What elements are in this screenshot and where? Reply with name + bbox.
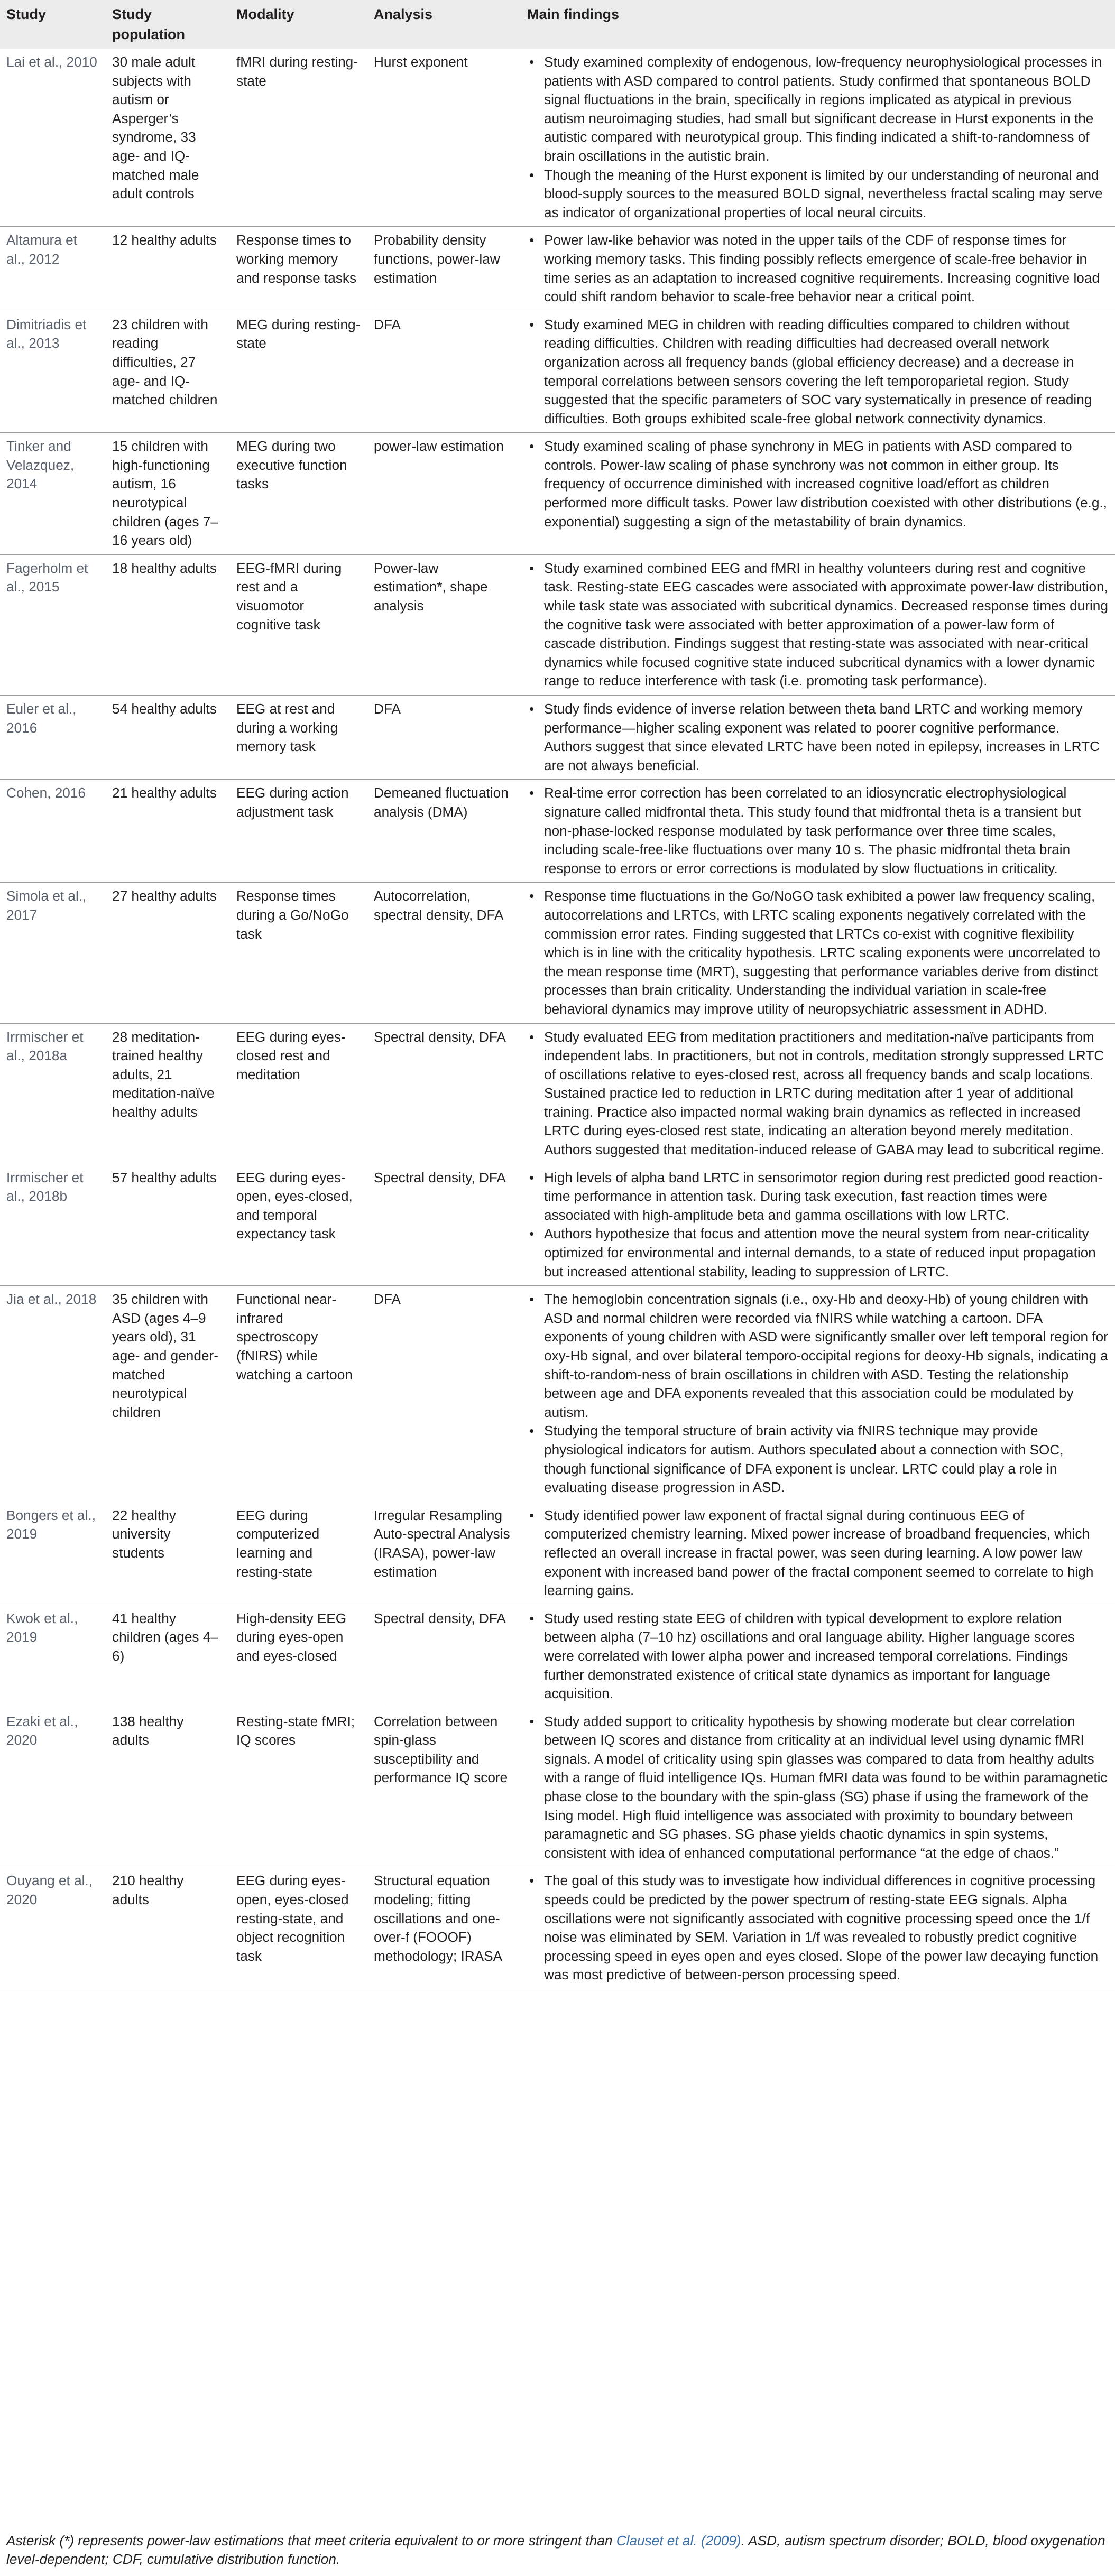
findings-list bbox=[527, 437, 1109, 531]
finding-bullet: • Study used resting state EEG of children with typical development to explore relation between alpha (7–10 hz) oscillations and oral language ability. Higher language scores were correlated with lower alpha power and increased temporal correlations. Findings further demonstrated existence of critical state dynamics as important for language acquisition. bbox=[544, 1609, 1109, 1703]
study-cell: Euler et al., 2016 bbox=[0, 696, 106, 780]
analysis-cell: Hurst exponent bbox=[374, 54, 468, 70]
study-cell: Ouyang et al., 2020 bbox=[0, 1867, 106, 1989]
population-cell: 23 children with reading difficulties, 27 age- and IQ-matched children bbox=[106, 311, 230, 433]
findings-cell bbox=[521, 433, 1115, 555]
finding-bullet: • Study examined combined EEG and fMRI in healthy volunteers during rest and cognitive task. Resting-state EEG cascades were associated with approximate power-law distribution, while task state was associated with subcritical dynamics. Decreased response times during the cognitive task were associated with better approximation of a power-law form of cascade distribution. Findings suggest that resting-state was associated with near-critical dynamics while focused cognitive state induced subcritical dynamics with a lower dynamic range to reduce interference with task (i.e. promoting task performance). bbox=[544, 559, 1109, 691]
population-cell: 18 healthy adults bbox=[106, 554, 230, 695]
findings-list bbox=[527, 231, 1109, 306]
findings-list bbox=[527, 1871, 1109, 1985]
study-cell: Cohen, 2016 bbox=[0, 780, 106, 883]
findings-list bbox=[527, 53, 1109, 222]
findings-list bbox=[527, 1169, 1109, 1282]
findings-cell bbox=[521, 883, 1115, 1023]
findings-list bbox=[527, 784, 1109, 878]
study-cell: Kwok et al., 2019 bbox=[0, 1605, 106, 1708]
population-cell: 21 healthy adults bbox=[106, 780, 230, 883]
header-modality: Modality bbox=[230, 0, 367, 49]
population-cell: 138 healthy adults bbox=[106, 1708, 230, 1867]
modality-cell: EEG-fMRI during rest and a visuomotor cognitive task bbox=[230, 554, 367, 695]
analysis-cell: Correlation between spin-glass susceptibility and performance IQ score bbox=[367, 1708, 521, 1867]
citation-link[interactable]: Clauset et al. (2009) bbox=[616, 2533, 741, 2549]
study-cell: Irrmischer et al., 2018a bbox=[0, 1023, 106, 1164]
modality-cell: fMRI during resting-state bbox=[236, 54, 358, 89]
finding-bullet: • Study evaluated EEG from meditation practitioners and meditation-naïve participants from independent labs. In practitioners, but not in controls, meditation strongly suppressed LRTC of oscillations relative to eyes-closed rest, across all frequency bands and scalp locations. Sustained practice led to reduction in LRTC during meditation after 1 year of additional training. Practice also impacted normal waking brain dynamics as reflected in increased LRTC during eyes-closed rest state, indicating an alteration beyond merely meditation. Authors suggested that meditation-induced release of GABA may lead to subcritical regime. bbox=[544, 1028, 1109, 1160]
finding-bullet: • Power law-like behavior was noted in the upper tails of the CDF of response times for working memory tasks. This finding possibly reflects emergence of scale-free behavior in time series as an adaptation to increased cognitive requirements. Increasing cognitive load could shift random behavior to scale-free behavior near a critical point. bbox=[544, 231, 1109, 306]
header-population: Study population bbox=[106, 0, 230, 49]
findings-cell bbox=[521, 1867, 1115, 1989]
finding-bullet: • Study examined MEG in children with reading difficulties compared to children without reading difficulties. Children with reading difficulties had decreased overall network organization across all frequency bands (global efficiency decrease) and a decrease in temporal correlations between sensors covering the left temporoparietal region. Study suggested that the specific parameters of SOC vary systematically in presence of reading difficulties. Both groups exhibited scale-free global network connectivity dynamics. bbox=[544, 316, 1109, 429]
finding-bullet: • Study examined scaling of phase synchrony in MEG in patients with ASD compared to controls. Power-law scaling of phase synchrony was not common in either group. Its frequency of occurrence diminished with increased cognitive load/effort as children performed more difficult tasks. Power law distribution coexisted with other distributions (e.g., exponential) suggesting a sign of the metastability of brain dynamics. bbox=[544, 437, 1109, 531]
analysis-cell: DFA bbox=[367, 1286, 521, 1502]
modality-cell: EEG during eyes-open, eyes-closed, and temporal expectancy task bbox=[230, 1164, 367, 1286]
modality-cell: EEG at rest and during a working memory task bbox=[230, 696, 367, 780]
header-findings: Main findings bbox=[521, 0, 1115, 49]
modality-cell: EEG during eyes-closed rest and meditation bbox=[230, 1023, 367, 1164]
finding-bullet: • Study finds evidence of inverse relation between theta band LRTC and working memory performance—higher scaling exponent was related to poorer cognitive performance. Authors suggest that since elevated LRTC have been noted in epilepsy, increases in LRTC are not always beneficial. bbox=[544, 700, 1109, 775]
modality-cell: EEG during computerized learning and resting-state bbox=[230, 1502, 367, 1605]
table-row bbox=[0, 883, 1115, 1023]
table-body bbox=[0, 49, 1115, 1989]
findings-cell bbox=[521, 311, 1115, 433]
finding-bullet: • High levels of alpha band LRTC in sensorimotor region during rest predicted good reaction-time performance in attention task. During task execution, fast reaction times were associated with high-amplitude beta and gamma oscillations with low LRTC. bbox=[544, 1169, 1109, 1225]
analysis-cell: Irregular Resampling Auto-spectral Analysis (IRASA), power-law estimation bbox=[367, 1502, 521, 1605]
modality-cell: Response times during a Go/NoGo task bbox=[230, 883, 367, 1023]
finding-bullet: • Though the meaning of the Hurst exponent is limited by our understanding of neuronal and blood-supply sources to the measured BOLD signal, nevertheless fractal scaling may serve as indicator of organizational properties of local neural circuits. bbox=[544, 166, 1109, 223]
population-cell: 22 healthy university students bbox=[106, 1502, 230, 1605]
modality-cell: Functional near-infrared spectroscopy (fNIRS) while watching a cartoon bbox=[230, 1286, 367, 1502]
population-cell: 30 male adult subjects with autism or Asperger’s syndrome, 33 age- and IQ-matched male adult controls bbox=[112, 54, 199, 202]
analysis-cell: power-law estimation bbox=[367, 433, 521, 555]
analysis-cell: Autocorrelation, spectral density, DFA bbox=[367, 883, 521, 1023]
study-cell: Altamura et al., 2012 bbox=[0, 227, 106, 311]
modality-cell: Resting-state fMRI; IQ scores bbox=[230, 1708, 367, 1867]
table-row bbox=[0, 311, 1115, 433]
findings-cell bbox=[521, 1502, 1115, 1605]
findings-list bbox=[527, 1609, 1109, 1703]
modality-cell: EEG during eyes-open, eyes-closed resting-state, and object recognition task bbox=[230, 1867, 367, 1989]
finding-bullet: • The hemoglobin concentration signals (i.e., oxy-Hb and deoxy-Hb) of young children with ASD and normal children were recorded via fNIRS while watching a cartoon. DFA exponents of young children with ASD were significantly smaller over left temporal region for oxy-Hb signal, and over bilateral temporo-occipital regions for deoxy-Hb signals, indicating a shift-to-random-ness of brain oscillations in children with ASD. Testing the relationship between age and DFA exponents revealed that this association could be modulated by autism. bbox=[544, 1290, 1109, 1422]
modality-cell: MEG during resting-state bbox=[230, 311, 367, 433]
findings-list bbox=[527, 700, 1109, 775]
findings-list bbox=[527, 1028, 1109, 1160]
finding-bullet: • Real-time error correction has been correlated to an idiosyncratic electrophysiological signature called midfrontal theta. This study found that midfrontal theta is a transient but non-phase-locked response modulated by task performance over three time scales, including scale-free-like fluctuations over many 10 s. The phasic midfrontal theta brain response to errors or error corrections is modulated by slow fluctuations in criticality. bbox=[544, 784, 1109, 878]
population-cell: 27 healthy adults bbox=[106, 883, 230, 1023]
analysis-cell: Structural equation modeling; fitting oscillations and one-over-f (FOOOF) methodology; IRASA bbox=[367, 1867, 521, 1989]
findings-cell bbox=[521, 1164, 1115, 1286]
analysis-cell: Demeaned fluctuation analysis (DMA) bbox=[367, 780, 521, 883]
findings-cell bbox=[521, 227, 1115, 311]
findings-list bbox=[527, 559, 1109, 691]
footnote-text-end: . ASD, autism spectrum disorder; BOLD, blood oxygenation level-dependent; CDF, cumulative distribution function. bbox=[6, 2533, 1105, 2567]
study-cell: Tinker and Velazquez, 2014 bbox=[0, 433, 106, 555]
table-row bbox=[0, 1708, 1115, 1867]
table-row bbox=[0, 433, 1115, 555]
table-row bbox=[0, 1605, 1115, 1708]
footnote-text-start: Asterisk (*) represents power-law estimations that meet criteria equivalent to or more stringent than bbox=[6, 2533, 616, 2549]
population-cell: 15 children with high-functioning autism, 16 neurotypical children (ages 7–16 years old) bbox=[106, 433, 230, 555]
table-row bbox=[0, 554, 1115, 695]
study-cell: Fagerholm et al., 2015 bbox=[0, 554, 106, 695]
analysis-cell: Spectral density, DFA bbox=[367, 1605, 521, 1708]
table-header-row bbox=[0, 0, 1115, 49]
modality-cell: High-density EEG during eyes-open and eyes-closed bbox=[230, 1605, 367, 1708]
findings-cell bbox=[521, 1605, 1115, 1708]
population-cell: 210 healthy adults bbox=[106, 1867, 230, 1989]
findings-list bbox=[527, 1712, 1109, 1863]
analysis-cell: Spectral density, DFA bbox=[367, 1164, 521, 1286]
modality-cell: EEG during action adjustment task bbox=[230, 780, 367, 883]
analysis-cell: Spectral density, DFA bbox=[367, 1023, 521, 1164]
findings-cell bbox=[521, 1286, 1115, 1502]
analysis-cell: Probability density functions, power-law estimation bbox=[367, 227, 521, 311]
finding-bullet: • Study examined complexity of endogenous, low-frequency neurophysiological processes in patients with ASD compared to control patients. Study confirmed that spontaneous BOLD signal fluctuations in the brain, specifically in regions implicated as atypical in previous autism neuroimaging studies, had small but significant decrease in Hurst exponents in the autistic compared with neurotypical group. This finding indicated a shift-to-randomness of brain oscillations in the autistic brain. bbox=[544, 53, 1109, 166]
table-row bbox=[0, 1867, 1115, 1989]
table-row bbox=[0, 1502, 1115, 1605]
finding-bullet: • Study identified power law exponent of fractal signal during continuous EEG of computerized chemistry learning. Mixed power increase of broadband frequencies, which reflected an overall increase in fractal power, was seen during learning. A low power law exponent with increased band power of the fractal component seemed to correlate to high learning gains. bbox=[544, 1506, 1109, 1600]
modality-cell: MEG during two executive function tasks bbox=[230, 433, 367, 555]
analysis-cell: DFA bbox=[367, 696, 521, 780]
finding-bullet: • Authors hypothesize that focus and attention move the neural system from near-criticality optimized for environmental and internal demands, to a state of reduced input propagation but increased attentional stability, leading to suppression of LRTC. bbox=[544, 1225, 1109, 1281]
population-cell: 12 healthy adults bbox=[106, 227, 230, 311]
population-cell: 41 healthy children (ages 4–6) bbox=[106, 1605, 230, 1708]
study-cell: Irrmischer et al., 2018b bbox=[0, 1164, 106, 1286]
table-footnote bbox=[6, 2532, 1109, 2569]
study-cell: Bongers et al., 2019 bbox=[0, 1502, 106, 1605]
finding-bullet: • Study added support to criticality hypothesis by showing moderate but clear correlation between IQ scores and distance from criticality at an individual level using dynamic fMRI signals. A model of criticality using spin glasses was compared to data from healthy adults with a range of fluid intelligence IQs. Human fMRI data was found to be within paramagnetic phase close to the boundary with the spin-glass (SG) phase if using the framework of the Ising model. High fluid intelligence was associated with proximity to boundary between paramagnetic and SG phases. SG phase yields chaotic dynamics in spin systems, consistent with idea of enhanced computational performance “at the edge of chaos.” bbox=[544, 1712, 1109, 1863]
findings-cell bbox=[521, 1708, 1115, 1867]
findings-cell bbox=[521, 1023, 1115, 1164]
finding-bullet: • The goal of this study was to investigate how individual differences in cognitive processing speeds could be predicted by the power spectrum of resting-state EEG signals. Alpha oscillations were not significantly associated with cognitive processing speed once the 1/f noise was eliminated by SEM. Variation in 1/f was revealed to robustly predict cognitive processing speed in eyes open and eyes closed. Slope of the power law decaying function was most predictive of between-person processing speed. bbox=[544, 1871, 1109, 1985]
table-row bbox=[0, 49, 1115, 227]
population-cell: 35 children with ASD (ages 4–9 years old), 31 age- and gender-matched neurotypical children bbox=[106, 1286, 230, 1502]
table-row bbox=[0, 1023, 1115, 1164]
study-cell: Jia et al., 2018 bbox=[0, 1286, 106, 1502]
findings-list bbox=[527, 887, 1109, 1018]
findings-cell bbox=[521, 696, 1115, 780]
table-row bbox=[0, 1286, 1115, 1502]
findings-list bbox=[527, 316, 1109, 429]
header-analysis: Analysis bbox=[367, 0, 521, 49]
findings-cell bbox=[521, 780, 1115, 883]
analysis-cell: Power-law estimation*, shape analysis bbox=[367, 554, 521, 695]
table-row bbox=[0, 227, 1115, 311]
population-cell: 28 meditation-trained healthy adults, 21 meditation-naïve healthy adults bbox=[106, 1023, 230, 1164]
finding-bullet: • Response time fluctuations in the Go/NoGO task exhibited a power law frequency scaling, autocorrelations and LRTCs, with LRTC scaling exponents negatively correlated with the commission error rates. Finding suggested that LRTCs co-exist with cognitive flexibility which is in line with the criticality hypothesis. LRTC scaling exponents were uncorrelated to the mean response time (MRT), suggesting that performance variables derive from distinct processes than brain criticality. Understanding the individual variation in scale-free behavioral dynamics may improve utility of neuropsychiatric assessment in ADHD. bbox=[544, 887, 1109, 1018]
findings-cell bbox=[521, 554, 1115, 695]
findings-list bbox=[527, 1290, 1109, 1497]
population-cell: 54 healthy adults bbox=[106, 696, 230, 780]
findings-list bbox=[527, 1506, 1109, 1600]
study-cell: Simola et al., 2017 bbox=[0, 883, 106, 1023]
header-study: Study bbox=[0, 0, 106, 49]
findings-cell bbox=[521, 49, 1115, 227]
table-row bbox=[0, 696, 1115, 780]
study-cell: Ezaki et al., 2020 bbox=[0, 1708, 106, 1867]
analysis-cell: DFA bbox=[367, 311, 521, 433]
table-row bbox=[0, 1164, 1115, 1286]
population-cell: 57 healthy adults bbox=[106, 1164, 230, 1286]
finding-bullet: • Studying the temporal structure of brain activity via fNIRS technique may provide physiological indicators for autism. Authors speculated about a connection with SOC, though functional significance of DFA exponent is unclear. LRTC could play a role in evaluating disease progression in ASD. bbox=[544, 1422, 1109, 1497]
study-cell: Dimitriadis et al., 2013 bbox=[0, 311, 106, 433]
table-row bbox=[0, 780, 1115, 883]
modality-cell: Response times to working memory and response tasks bbox=[230, 227, 367, 311]
study-cell: Lai et al., 2010 bbox=[6, 54, 97, 70]
